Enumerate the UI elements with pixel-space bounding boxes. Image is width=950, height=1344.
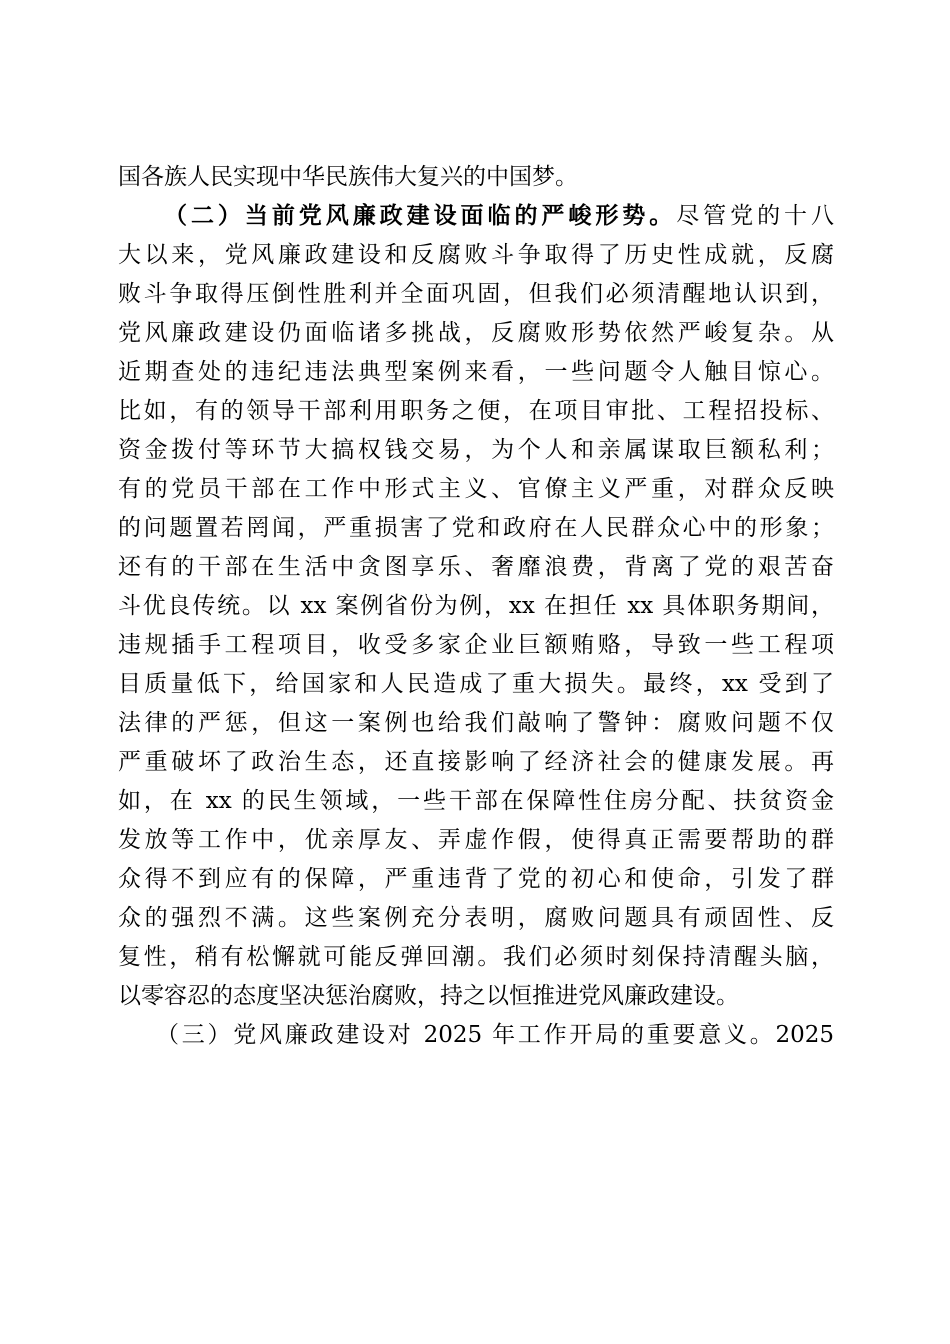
text-line: 比如，有的领导干部利用职务之便，在项目审批、工程招投标、 xyxy=(118,398,834,424)
text-line: 近期查处的违纪违法典型案例来看，一些问题令人触目惊心。 xyxy=(118,359,834,385)
text-line: 目质量低下，给国家和人民造成了重大损失。最终，xx 受到了 xyxy=(118,671,834,697)
text-line: 败斗争取得压倒性胜利并全面巩固，但我们必须清醒地认识到， xyxy=(118,281,834,307)
text-line: 有的党员干部在工作中形式主义、官僚主义严重，对群众反映 xyxy=(118,476,834,502)
text-line: 以零容忍的态度坚决惩治腐败，持之以恒推进党风廉政建设。 xyxy=(118,983,739,1009)
text-line: 法律的严惩，但这一案例也给我们敲响了警钟：腐败问题不仅 xyxy=(118,710,834,736)
text-line: 严重破坏了政治生态，还直接影响了经济社会的健康发展。再 xyxy=(118,749,834,775)
section-heading-line: （三）党风廉政建设对 2025 年工作开局的重要意义。2025 xyxy=(156,1022,834,1048)
section-heading: （二）当前党风廉政建设面临的严峻形势。 xyxy=(164,202,677,229)
text-line: 违规插手工程项目，收受多家企业巨额贿赂，导致一些工程项 xyxy=(118,632,834,658)
section-heading-line xyxy=(164,196,834,236)
text-line: 尽管党的十八 xyxy=(676,203,835,229)
text-line: 资金拨付等环节大搞权钱交易，为个人和亲属谋取巨额私利； xyxy=(118,437,834,463)
text-line: 斗优良传统。以 xx 案例省份为例，xx 在担任 xx 具体职务期间， xyxy=(118,593,834,619)
text-line: 如，在 xx 的民生领域，一些干部在保障性住房分配、扶贫资金 xyxy=(118,788,834,814)
text-line: 大以来，党风廉政建设和反腐败斗争取得了历史性成就，反腐 xyxy=(118,242,834,268)
text-line: 众得不到应有的保障，严重违背了党的初心和使命，引发了群 xyxy=(118,866,834,892)
text-line: 复性，稍有松懈就可能反弹回潮。我们必须时刻保持清醒头脑， xyxy=(118,944,834,970)
text-line: 的问题置若罔闻，严重损害了党和政府在人民群众心中的形象； xyxy=(118,515,834,541)
text-line: 还有的干部在生活中贪图享乐、奢靡浪费，背离了党的艰苦奋 xyxy=(118,554,834,580)
text-line: 党风廉政建设仍面临诸多挑战，反腐败形势依然严峻复杂。从 xyxy=(118,320,834,346)
text-line: 发放等工作中，优亲厚友、弄虚作假，使得真正需要帮助的群 xyxy=(118,827,834,853)
text-line: 国各族人民实现中华民族伟大复兴的中国梦。 xyxy=(118,164,578,190)
text-line: 众的强烈不满。这些案例充分表明，腐败问题具有顽固性、反 xyxy=(118,905,834,931)
